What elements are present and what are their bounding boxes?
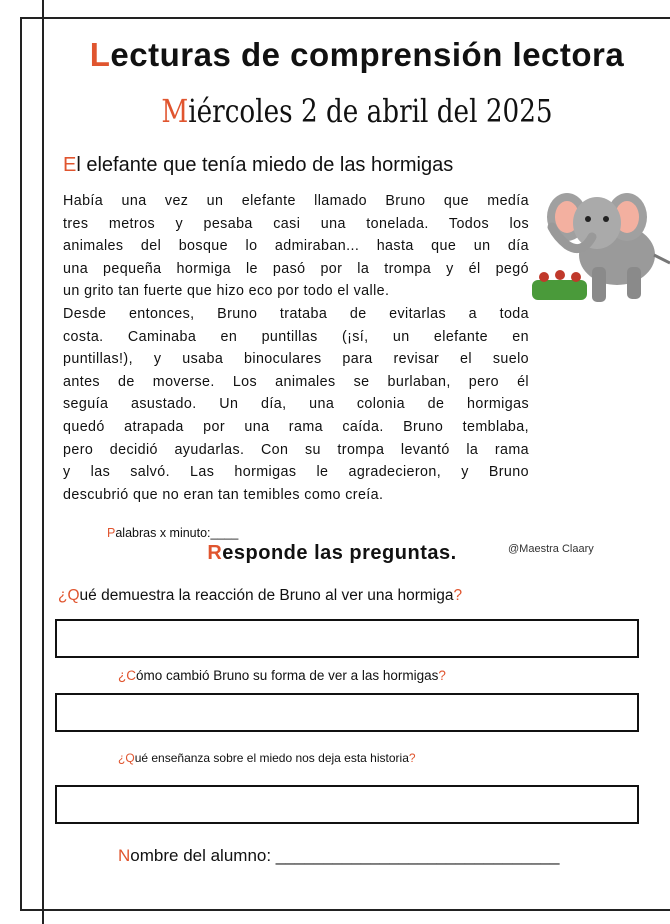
elephant-illustration-icon: [532, 185, 670, 310]
story-line: antes de moverse. Los animales se burlaban, pero él: [63, 373, 529, 390]
story-line: seguía asustado. Un día, una colonia de hormigas: [63, 396, 529, 413]
story-line: y las salvó. Las hormigas le agradecieron, y Bruno: [63, 464, 529, 481]
worksheet-date: Miércoles 2 de abril del 2025: [161, 92, 553, 130]
question-1: ¿Qué demuestra la reacción de Bruno al ver una hormiga?: [58, 587, 463, 604]
story-line: tres metros y pesaba casi una tonelada. Todos los: [63, 215, 529, 232]
answer-box-1[interactable]: [55, 619, 639, 658]
answer-box-2[interactable]: [55, 693, 639, 732]
question-3: ¿Qué enseñanza sobre el miedo nos deja esta historia?: [118, 751, 416, 765]
student-name-field[interactable]: Nombre del alumno: ______________________________: [118, 846, 560, 865]
story-line: quedó atrapada por una rama caída. Bruno temblaba,: [63, 419, 529, 435]
author-credit: @Maestra Claary: [508, 543, 594, 555]
answer-box-3[interactable]: [55, 785, 639, 824]
words-per-minute-field[interactable]: Palabras x minuto:____: [107, 526, 239, 540]
story-line: una pequeña hormiga le pasó por la trompa y él pegó: [63, 260, 529, 277]
story-line: pero decidió ayudarlas. Con su trompa levantó la rama: [63, 441, 529, 458]
story-line: puntillas!), y usaba binoculares para revisar el suelo: [63, 351, 529, 368]
story-line: Había una vez un elefante llamado Bruno que medía: [63, 193, 529, 209]
story-line: Desde entonces, Bruno trataba de evitarlas a toda: [63, 306, 529, 322]
worksheet-title: Lecturas de comprensión lectora: [89, 36, 625, 73]
questions-heading: Responde las preguntas.: [207, 542, 457, 564]
story-line: un grito tan fuerte que hizo eco por todo el valle.: [63, 283, 390, 300]
question-2: ¿Cómo cambió Bruno su forma de ver a las hormigas?: [118, 668, 446, 683]
story-line: costa. Caminaba en puntillas (¡sí, un elefante en: [63, 328, 529, 345]
story-line: animales del bosque lo admiraban... hasta que un día: [63, 238, 529, 255]
story-title: El elefante que tenía miedo de las hormigas: [63, 154, 454, 176]
story-line: descubrió que no eran tan temibles como creía.: [63, 486, 384, 503]
